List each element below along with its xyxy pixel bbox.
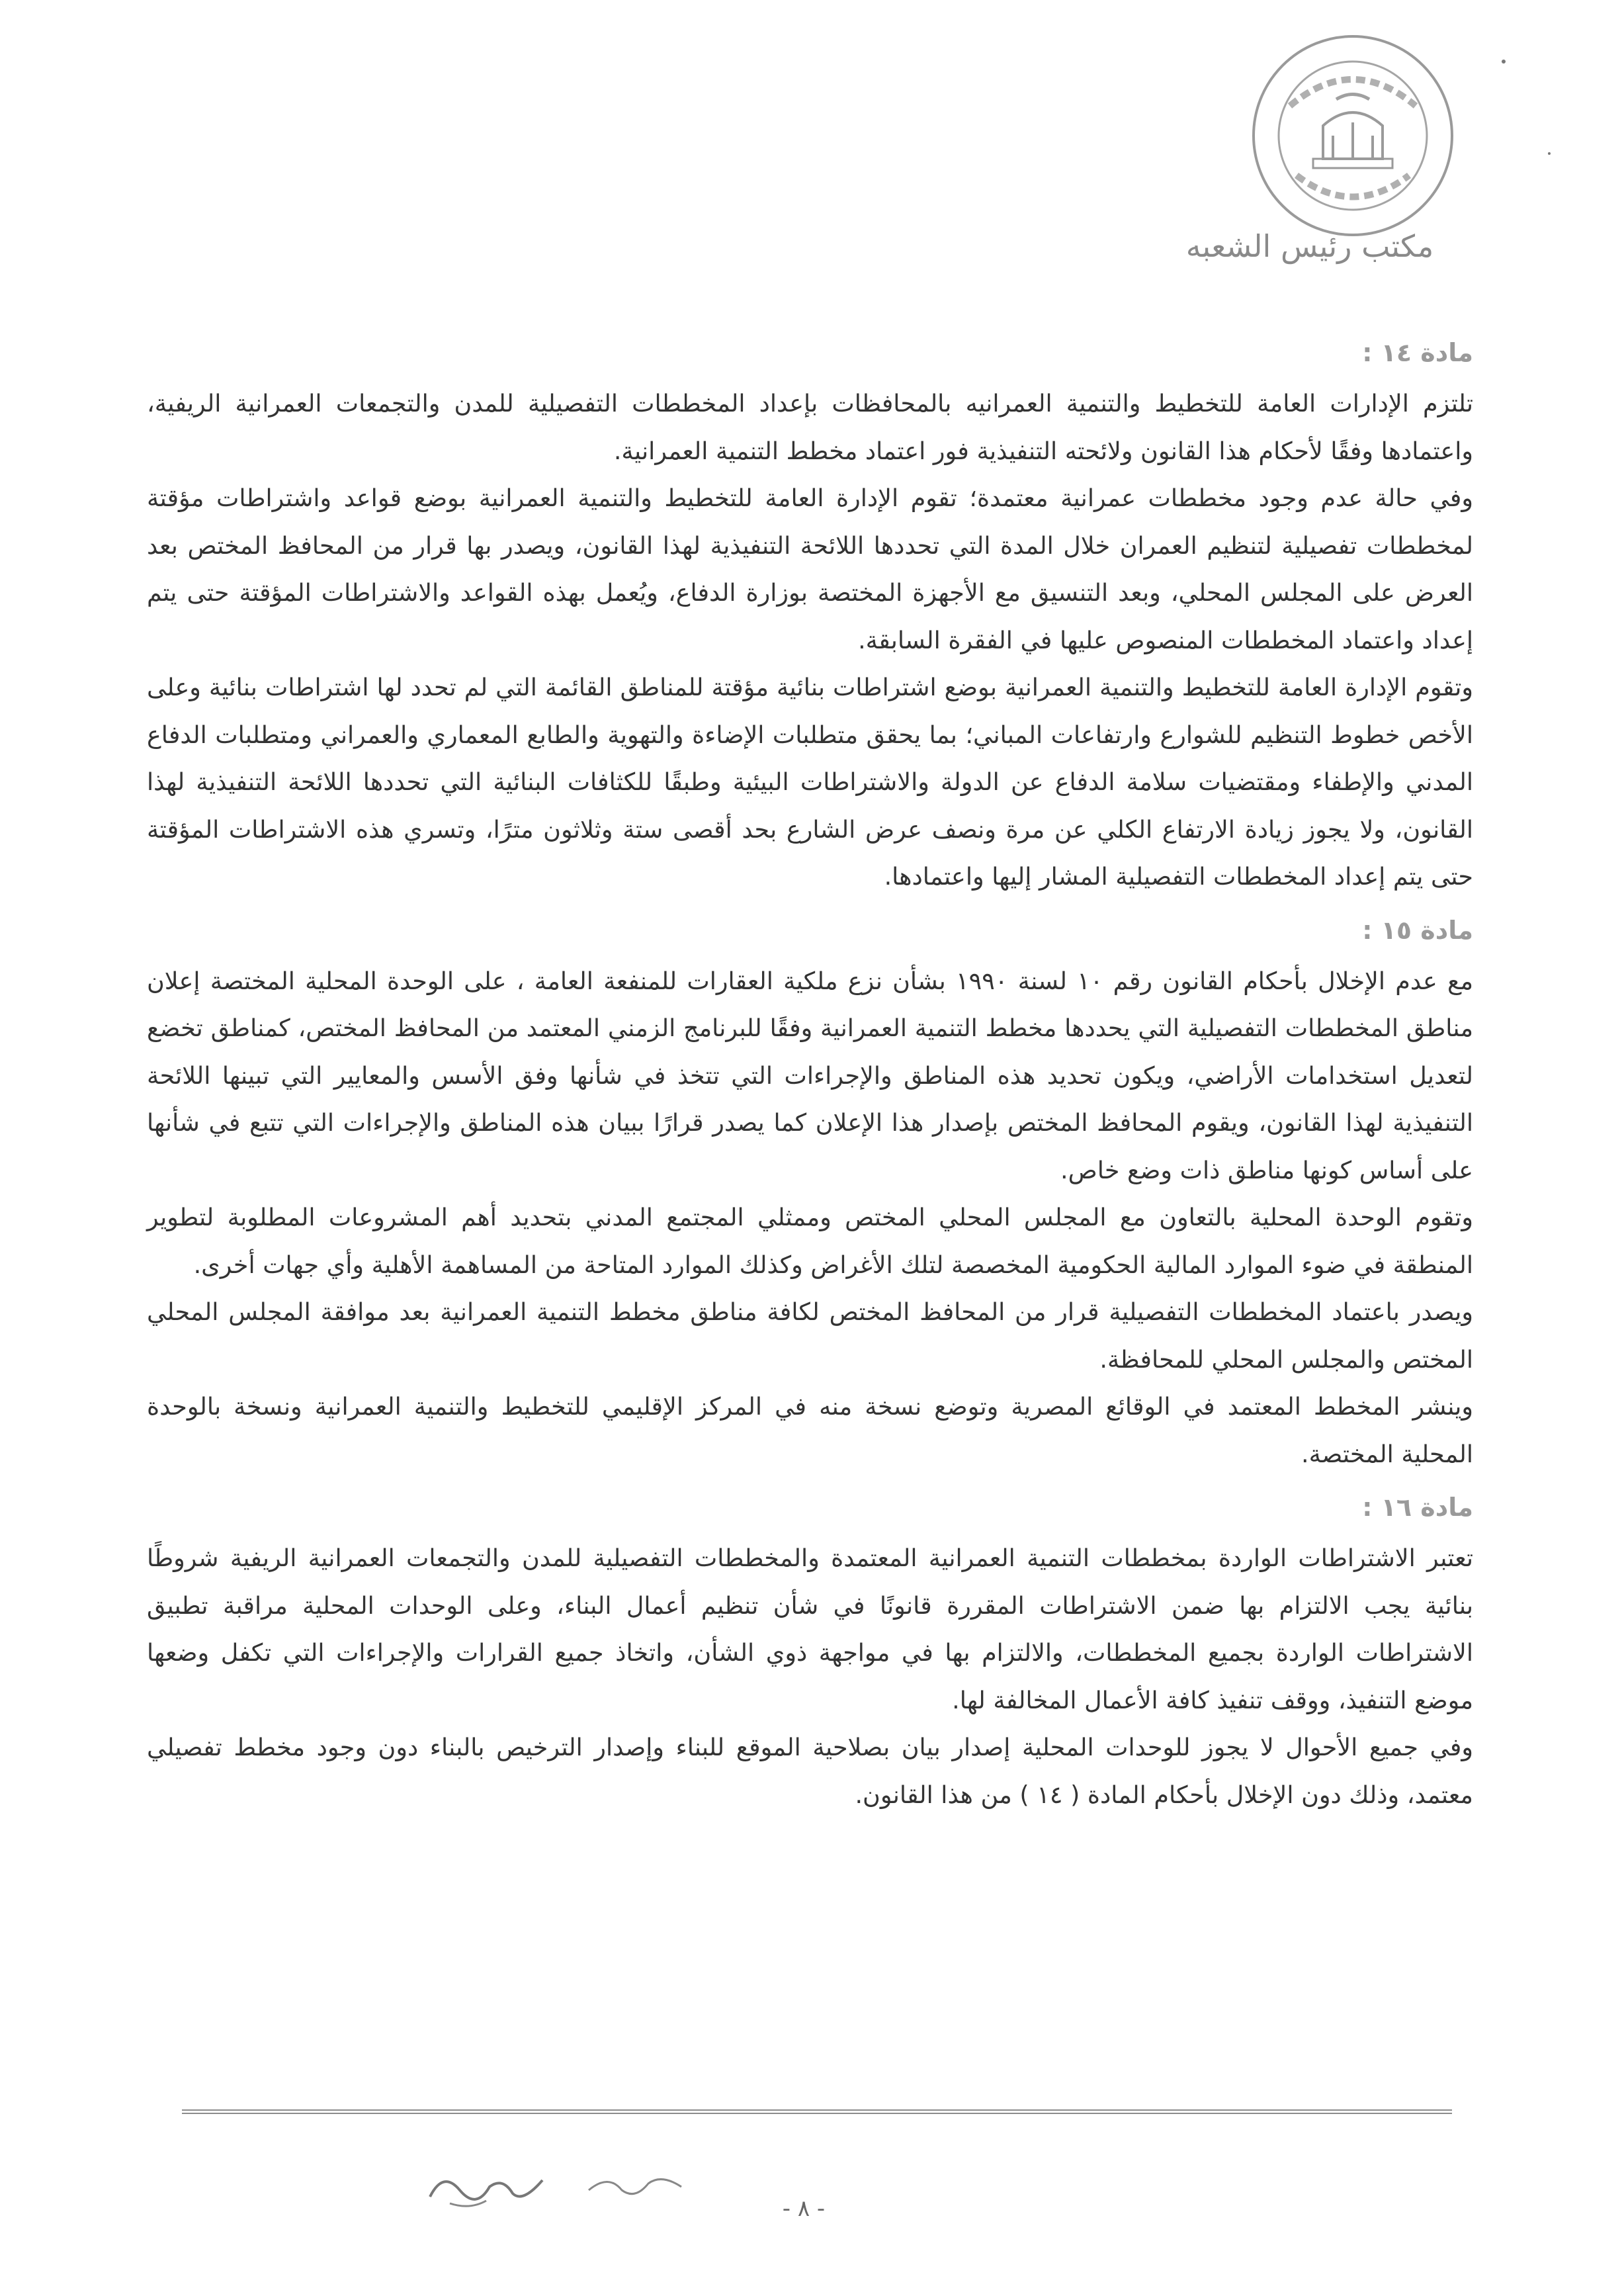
signature-icon — [423, 2157, 549, 2217]
office-title: مكتب رئيس الشعبه — [1185, 228, 1434, 264]
article-16-paragraph-1: تعتبر الاشتراطات الواردة بمخططات التنمية العمرانية المعتمدة والمخططات التفصيلية للمدن والتجمعات العمرانية الريفية شروطًا بنائية يجب الالتزام بها ضمن الاشتراطات المقررة قانونًا في شأن تنظيم أعمال البناء، وعلى الوحدات المحلية مراقبة تطبيق الاشتراطات الواردة بجميع المخططات، والالتزام بها في مواجهة ذوي الشأن، واتخاذ جميع القرارات والإجراءات التي تكفل وضعها موضع التنفيذ، ووقف تنفيذ كافة الأعمال المخالفة لها. — [147, 1544, 1473, 1714]
footer-rule — [182, 2109, 1452, 2114]
document-body — [147, 323, 1473, 1818]
article-16-paragraph-2: وفي جميع الأحوال لا يجوز للوحدات المحلية إصدار بيان بصلاحية الموقع للبناء وإصدار الترخيص بالبناء دون وجود مخطط تفصيلي معتمد، وذلك دون الإخلال بأحكام المادة ( ١٤ ) من هذا القانون. — [147, 1733, 1473, 1809]
scan-speck — [1502, 60, 1506, 64]
article-14-paragraph-2: وفي حالة عدم وجود مخططات عمرانية معتمدة؛ تقوم الإدارة العامة للتخطيط والتنمية العمرانية بوضع قواعد واشتراطات مؤقتة لمخططات تفصيلية لتنظيم العمران خلال المدة التي تحددها اللائحة التنفيذية لهذا القانون، ويصدر بها قرار من المحافظ المختص بعد العرض على المجلس المحلي، وبعد التنسيق مع الأجهزة المختصة بوزارة الدفاع، ويُعمل بهذه القواعد والاشتراطات المؤقتة حتى يتم إعداد واعتماد المخططات المنصوص عليها في الفقرة السابقة. — [147, 484, 1473, 654]
page-number: - ٨ - — [782, 2195, 826, 2222]
ministry-seal-icon — [1244, 26, 1462, 245]
article-15-heading: مادة ١٥ : — [1362, 915, 1473, 945]
scan-speck — [1548, 152, 1551, 155]
article-15-paragraph-2: وتقوم الوحدة المحلية بالتعاون مع المجلس المحلي المختص وممثلي المجتمع المدني بتحديد أهم المشروعات المطلوبة لتطوير المنطقة في ضوء الموارد المالية الحكومية المخصصة لتلك الأغراض وكذلك الموارد المتاحة من المساهمة الأهلية وأي جهات أخرى. — [147, 1203, 1473, 1279]
article-14-paragraph-3: وتقوم الإدارة العامة للتخطيط والتنمية العمرانية بوضع اشتراطات بنائية مؤقتة للمناطق القائمة التي لم تحدد لها اشتراطات بنائية وعلى الأخص خطوط التنظيم للشوارع وارتفاعات المباني؛ بما يحقق متطلبات الإضاءة والتهوية والطابع المعماري والعمراني ومتطلبات الدفاع المدني والإطفاء ومقتضيات سلامة الدفاع عن الدولة والاشتراطات البيئية وطبقًا للكثافات البنائية التي تحددها اللائحة التنفيذية لهذا القانون، ولا يجوز زيادة الارتفاع الكلي عن مرة ونصف عرض الشارع بحد أقصى ستة وثلاثون مترًا، وتسري هذه الاشتراطات المؤقتة حتى يتم إعداد المخططات التفصيلية المشار إليها واعتمادها. — [147, 673, 1473, 891]
article-15-paragraph-1: مع عدم الإخلال بأحكام القانون رقم ١٠ لسنة ١٩٩٠ بشأن نزع ملكية العقارات للمنفعة العامة ، على الوحدة المحلية المختصة إعلان مناطق المخططات التفصيلية التي يحددها مخطط التنمية العمرانية وفقًا للبرنامج الزمني المعتمد من المحافظ المختص، كمناطق تخضع لتعديل استخدامات الأراضي، ويكون تحديد هذه المناطق والإجراءات التي تتخذ في شأنها وفق الأسس والمعايير التي تبينها اللائحة التنفيذية لهذا القانون، ويقوم المحافظ المختص بإصدار هذا الإعلان كما يصدر قرارًا ببيان هذه المناطق والإجراءات التي تتبع في شأنها على أساس كونها مناطق ذات وضع خاص. — [147, 966, 1473, 1184]
initials-icon — [582, 2164, 688, 2210]
article-14-paragraph-1: تلتزم الإدارات العامة للتخطيط والتنمية العمرانيه بالمحافظات بإعداد المخططات التفصيلية للمدن والتجمعات العمرانية الريفية، واعتمادها وفقًا لأحكام هذا القانون ولائحته التنفيذية فور اعتماد مخطط التنمية العمرانية. — [147, 389, 1473, 465]
article-14-heading: مادة ١٤ : — [1362, 338, 1473, 367]
article-15-paragraph-4: وينشر المخطط المعتمد في الوقائع المصرية وتوضع نسخة منه في المركز الإقليمي للتخطيط والتنمية العمرانية ونسخة بالوحدة المحلية المختصة. — [147, 1392, 1473, 1468]
article-15-paragraph-3: ويصدر باعتماد المخططات التفصيلية قرار من المحافظ المختص لكافة مناطق مخطط التنمية العمرانية بعد موافقة المجلس المحلي المختص والمجلس المحلي للمحافظة. — [147, 1298, 1473, 1374]
article-16-heading: مادة ١٦ : — [1362, 1493, 1473, 1522]
